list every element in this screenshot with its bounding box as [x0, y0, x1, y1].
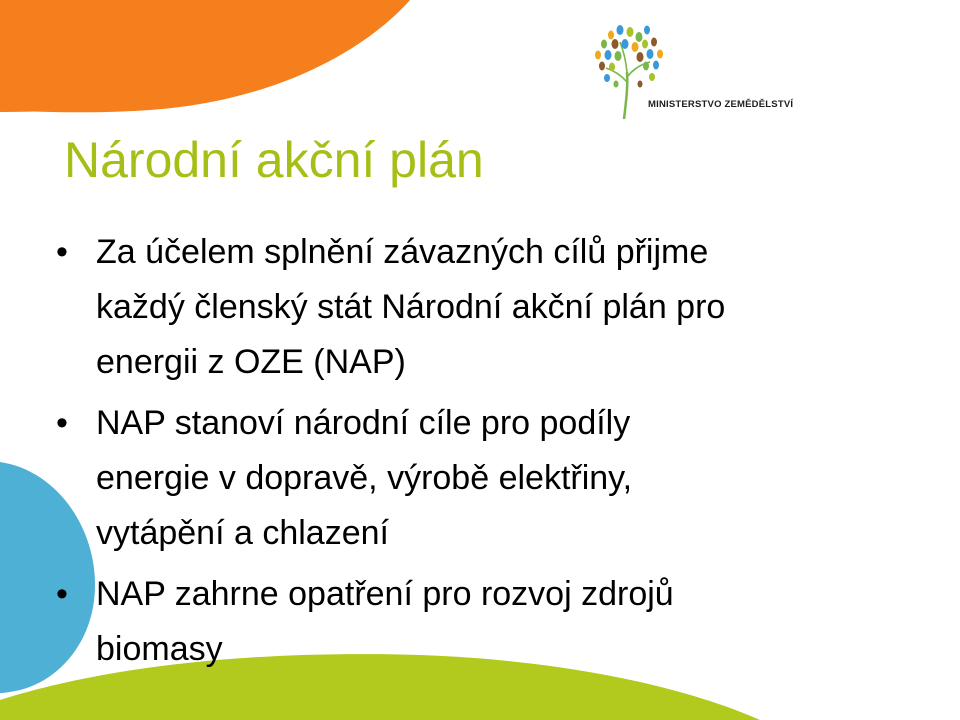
bullet-item — [56, 225, 916, 390]
bullet-line: energii z OZE (NAP) — [96, 343, 406, 381]
bullet-marker: • — [56, 404, 68, 442]
bullet-line: každý členský stát Národní akční plán pro — [96, 288, 726, 326]
bullet-marker: • — [56, 233, 68, 271]
bullet-item — [56, 396, 916, 561]
orange-leaf-main — [0, 0, 410, 112]
slide-title: Národní akční plán — [64, 132, 484, 188]
bullet-list — [56, 225, 916, 683]
bullet-item — [56, 567, 916, 677]
bullet-marker: • — [56, 575, 68, 613]
bullet-line: NAP zahrne opatření pro rozvoj zdrojů — [96, 575, 674, 613]
bullet-line: vytápění a chlazení — [96, 514, 389, 552]
bullet-line: NAP stanoví národní cíle pro podíly — [96, 404, 631, 442]
bullet-line: Za účelem splnění závazných cílů přijme — [96, 233, 709, 271]
logo-text: MINISTERSTVO ZEMĚDĚLSTVÍ — [648, 99, 794, 110]
bullet-line: energie v dopravě, výrobě elektřiny, — [96, 459, 633, 497]
bullet-line: biomasy — [96, 630, 223, 668]
ministry-logo — [590, 22, 830, 130]
